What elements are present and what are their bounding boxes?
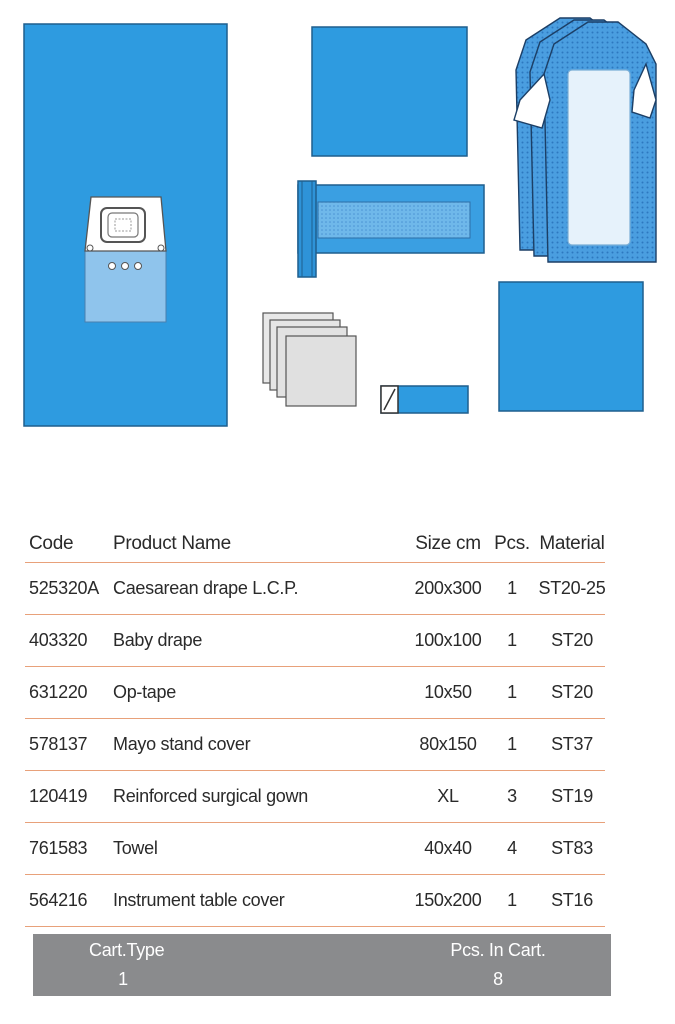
table-row [25,771,605,823]
mayo-stand-cover-image [298,181,484,277]
table-header-row [25,525,605,563]
cell-product-name: Baby drape [113,630,203,650]
caesarean-drape-image [24,24,227,426]
baby-drape-image [312,27,467,156]
cell-product-name: Mayo stand cover [113,734,251,754]
instrument-table-cover-image [499,282,643,411]
header-size: Size cm [415,532,481,554]
cell-material: ST37 [551,734,593,754]
cell-size: 10x50 [424,682,472,702]
towels-image [263,313,356,406]
op-tape-image [381,386,468,413]
cell-pcs: 1 [507,578,517,598]
cell-pcs: 1 [507,734,517,754]
cell-material: ST19 [551,786,593,806]
cell-material: ST83 [551,838,593,858]
product-illustrations [0,0,675,440]
table-row [25,563,605,615]
cell-size: 150x200 [414,890,482,910]
cell-product-name: Caesarean drape L.C.P. [113,578,299,598]
product-table [25,525,605,927]
cell-size: 40x40 [424,838,472,858]
cell-size: XL [437,786,459,806]
table-row [25,667,605,719]
cell-pcs: 4 [507,838,517,858]
cart-type-label: Cart.Type [89,940,165,960]
cell-code: 631220 [29,682,88,702]
surgical-gown-image [514,18,656,262]
cell-size: 80x150 [419,734,477,754]
cell-code: 403320 [29,630,88,650]
header-material: Material [539,532,605,554]
pcs-in-cart-label: Pcs. In Cart. [450,940,546,960]
pcs-in-cart-value: 8 [493,969,503,989]
header-pcs: Pcs. [494,532,530,554]
cell-material: ST20 [551,630,593,650]
table-row [25,823,605,875]
cell-pcs: 1 [507,682,517,702]
cell-material: ST20 [551,682,593,702]
table-row [25,719,605,771]
cell-pcs: 1 [507,630,517,650]
table-row [25,615,605,667]
cell-product-name: Op-tape [113,682,176,702]
cell-code: 578137 [29,734,88,754]
table-row [25,875,605,927]
cell-material: ST16 [551,890,593,910]
cell-code: 761583 [29,838,88,858]
cell-product-name: Towel [113,838,158,858]
cell-code: 120419 [29,786,88,806]
cell-material: ST20-25 [538,578,606,598]
header-code: Code [29,532,74,554]
cart-type-value: 1 [118,969,128,989]
cell-size: 100x100 [414,630,482,650]
header-product-name: Product Name [113,532,231,554]
cell-size: 200x300 [414,578,482,598]
cell-product-name: Reinforced surgical gown [113,786,308,806]
cell-pcs: 1 [507,890,517,910]
cell-product-name: Instrument table cover [113,890,285,910]
cart-info-bar [33,934,611,996]
cell-code: 564216 [29,890,88,910]
cell-code: 525320A [29,578,99,598]
cell-pcs: 3 [507,786,517,806]
